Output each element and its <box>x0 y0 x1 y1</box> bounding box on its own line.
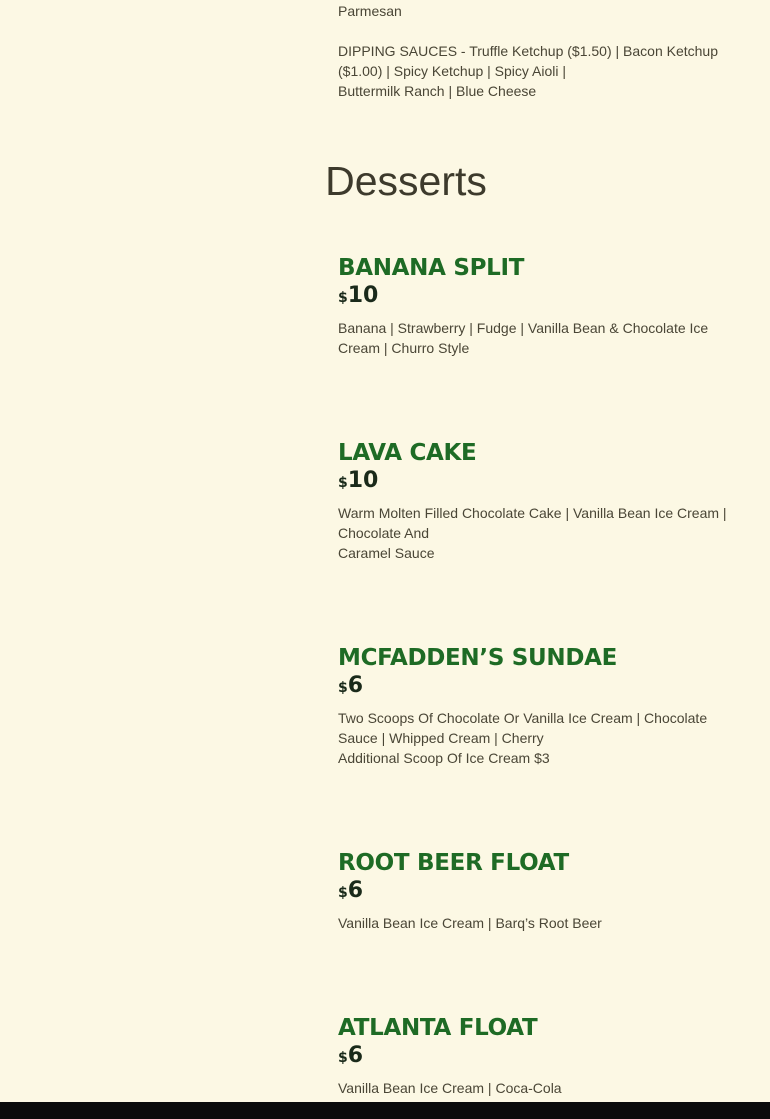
menu-item <box>338 439 733 563</box>
menu-item-description <box>338 1078 733 1098</box>
menu-item-price <box>338 1043 733 1069</box>
price-amount: 6 <box>347 878 364 903</box>
menu-item-name: ROOT BEER FLOAT <box>338 850 569 876</box>
dipping-sauces-line: DIPPING SAUCES - Truffle Ketchup ($1.50) | Bacon Ketchup <box>338 43 719 59</box>
menu-item-description <box>338 318 733 358</box>
menu-item-price <box>338 878 733 904</box>
price-amount: 6 <box>347 1043 364 1068</box>
dipping-sauces-line: ($1.00) | Spicy Ketchup | Spicy Aioli | <box>338 63 567 79</box>
menu-item-description <box>338 503 733 563</box>
currency-symbol: $ <box>338 475 348 491</box>
description-line: Banana | Strawberry | Fudge | Vanilla Bean & Chocolate Ice Cream | Churro Style <box>338 320 709 356</box>
price-amount: 6 <box>347 673 364 698</box>
description-line: Additional Scoop Of Ice Cream $3 <box>338 750 550 766</box>
menu-item-name: BANANA SPLIT <box>338 255 525 281</box>
menu-item <box>338 1014 733 1098</box>
menu-item-name: LAVA CAKE <box>338 440 477 466</box>
menu-item-name: MCFADDEN’S SUNDAE <box>338 645 618 671</box>
bottom-bar <box>0 1102 770 1119</box>
currency-symbol: $ <box>338 1050 348 1066</box>
menu-item <box>338 254 733 358</box>
description-line: Vanilla Bean Ice Cream | Barq’s Root Beer <box>338 915 602 931</box>
currency-symbol: $ <box>338 290 348 306</box>
menu-item-price <box>338 468 733 494</box>
price-amount: 10 <box>347 468 379 493</box>
menu-item-name: ATLANTA FLOAT <box>338 1015 538 1041</box>
previous-item-description: Parmesan <box>338 3 402 19</box>
description-line: Vanilla Bean Ice Cream | Coca-Cola <box>338 1080 562 1096</box>
section-title-desserts: Desserts <box>325 158 487 204</box>
dipping-sauces-line: Buttermilk Ranch | Blue Cheese <box>338 83 537 99</box>
menu-item-price <box>338 283 733 309</box>
previous-item-tail <box>338 1 728 101</box>
menu-item <box>338 849 733 933</box>
menu-item-description <box>338 913 733 933</box>
menu-item-price <box>338 673 733 699</box>
currency-symbol: $ <box>338 885 348 901</box>
price-amount: 10 <box>347 283 379 308</box>
description-line: Warm Molten Filled Chocolate Cake | Vanilla Bean Ice Cream | Chocolate And <box>338 505 727 541</box>
currency-symbol: $ <box>338 680 348 696</box>
description-line: Caramel Sauce <box>338 545 435 561</box>
menu-item-description <box>338 708 733 768</box>
description-line: Two Scoops Of Chocolate Or Vanilla Ice Cream | Chocolate Sauce | Whipped Cream | Cherry <box>338 710 708 746</box>
dipping-sauces-text <box>338 41 728 101</box>
menu-item <box>338 644 733 768</box>
